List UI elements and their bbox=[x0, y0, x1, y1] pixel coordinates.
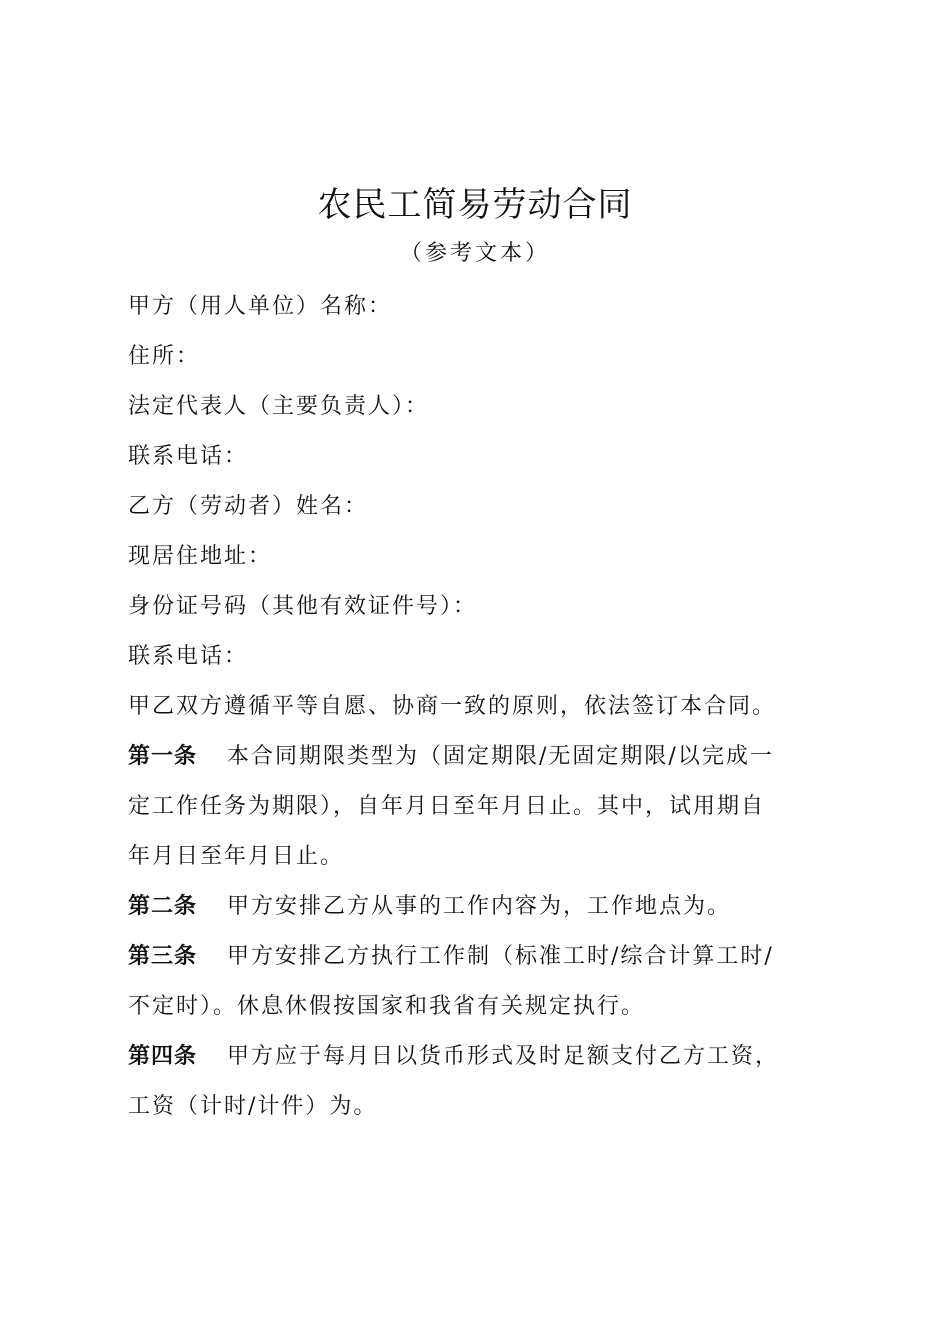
field-party-b-phone: 联系电话： bbox=[128, 644, 249, 669]
article-1-line-3: 年月日至年月日止。 bbox=[128, 844, 345, 869]
article-2-line-1: 甲方安排乙方从事的工作内容为，工作地点为。 bbox=[227, 894, 732, 919]
article-4-line-2: 工资（计时/计件）为。 bbox=[128, 1094, 378, 1119]
field-party-a-phone: 联系电话： bbox=[128, 444, 249, 469]
article-2 bbox=[128, 882, 828, 932]
article-4-label: 第四条 bbox=[128, 1044, 198, 1069]
field-party-b-name: 乙方（劳动者）姓名： bbox=[128, 494, 369, 519]
field-party-b-address: 现居住地址： bbox=[128, 544, 273, 569]
field-party-a-address: 住所： bbox=[128, 344, 201, 369]
field-party-a-name: 甲方（用人单位）名称： bbox=[128, 294, 393, 319]
field-id-number: 身份证号码（其他有效证件号）： bbox=[128, 594, 478, 619]
article-3-line-2: 不定时）。休息休假按国家和我省有关规定执行。 bbox=[128, 994, 646, 1019]
article-1-label: 第一条 bbox=[128, 744, 198, 769]
article-3-label: 第三条 bbox=[128, 944, 198, 969]
article-3 bbox=[128, 932, 828, 1032]
document-subtitle: （参考文本） bbox=[399, 241, 550, 266]
article-1-line-1: 本合同期限类型为（固定期限/无固定期限/以完成一 bbox=[227, 744, 774, 769]
document-title: 农民工简易劳动合同 bbox=[317, 185, 633, 225]
article-3-line-1: 甲方安排乙方执行工作制（标准工时/综合计算工时/ bbox=[227, 944, 774, 969]
article-4-line-1: 甲方应于每月日以货币形式及时足额支付乙方工资， bbox=[227, 1044, 780, 1069]
preamble: 甲乙双方遵循平等自愿、协商一致的原则，依法签订本合同。 bbox=[128, 694, 777, 719]
article-1 bbox=[128, 732, 828, 882]
article-2-label: 第二条 bbox=[128, 894, 198, 919]
article-1-line-2: 定工作任务为期限），自年月日至年月日止。其中，试用期自 bbox=[128, 794, 766, 819]
document-body bbox=[128, 282, 828, 1132]
article-4 bbox=[128, 1032, 828, 1132]
field-legal-representative: 法定代表人（主要负责人）： bbox=[128, 394, 430, 419]
